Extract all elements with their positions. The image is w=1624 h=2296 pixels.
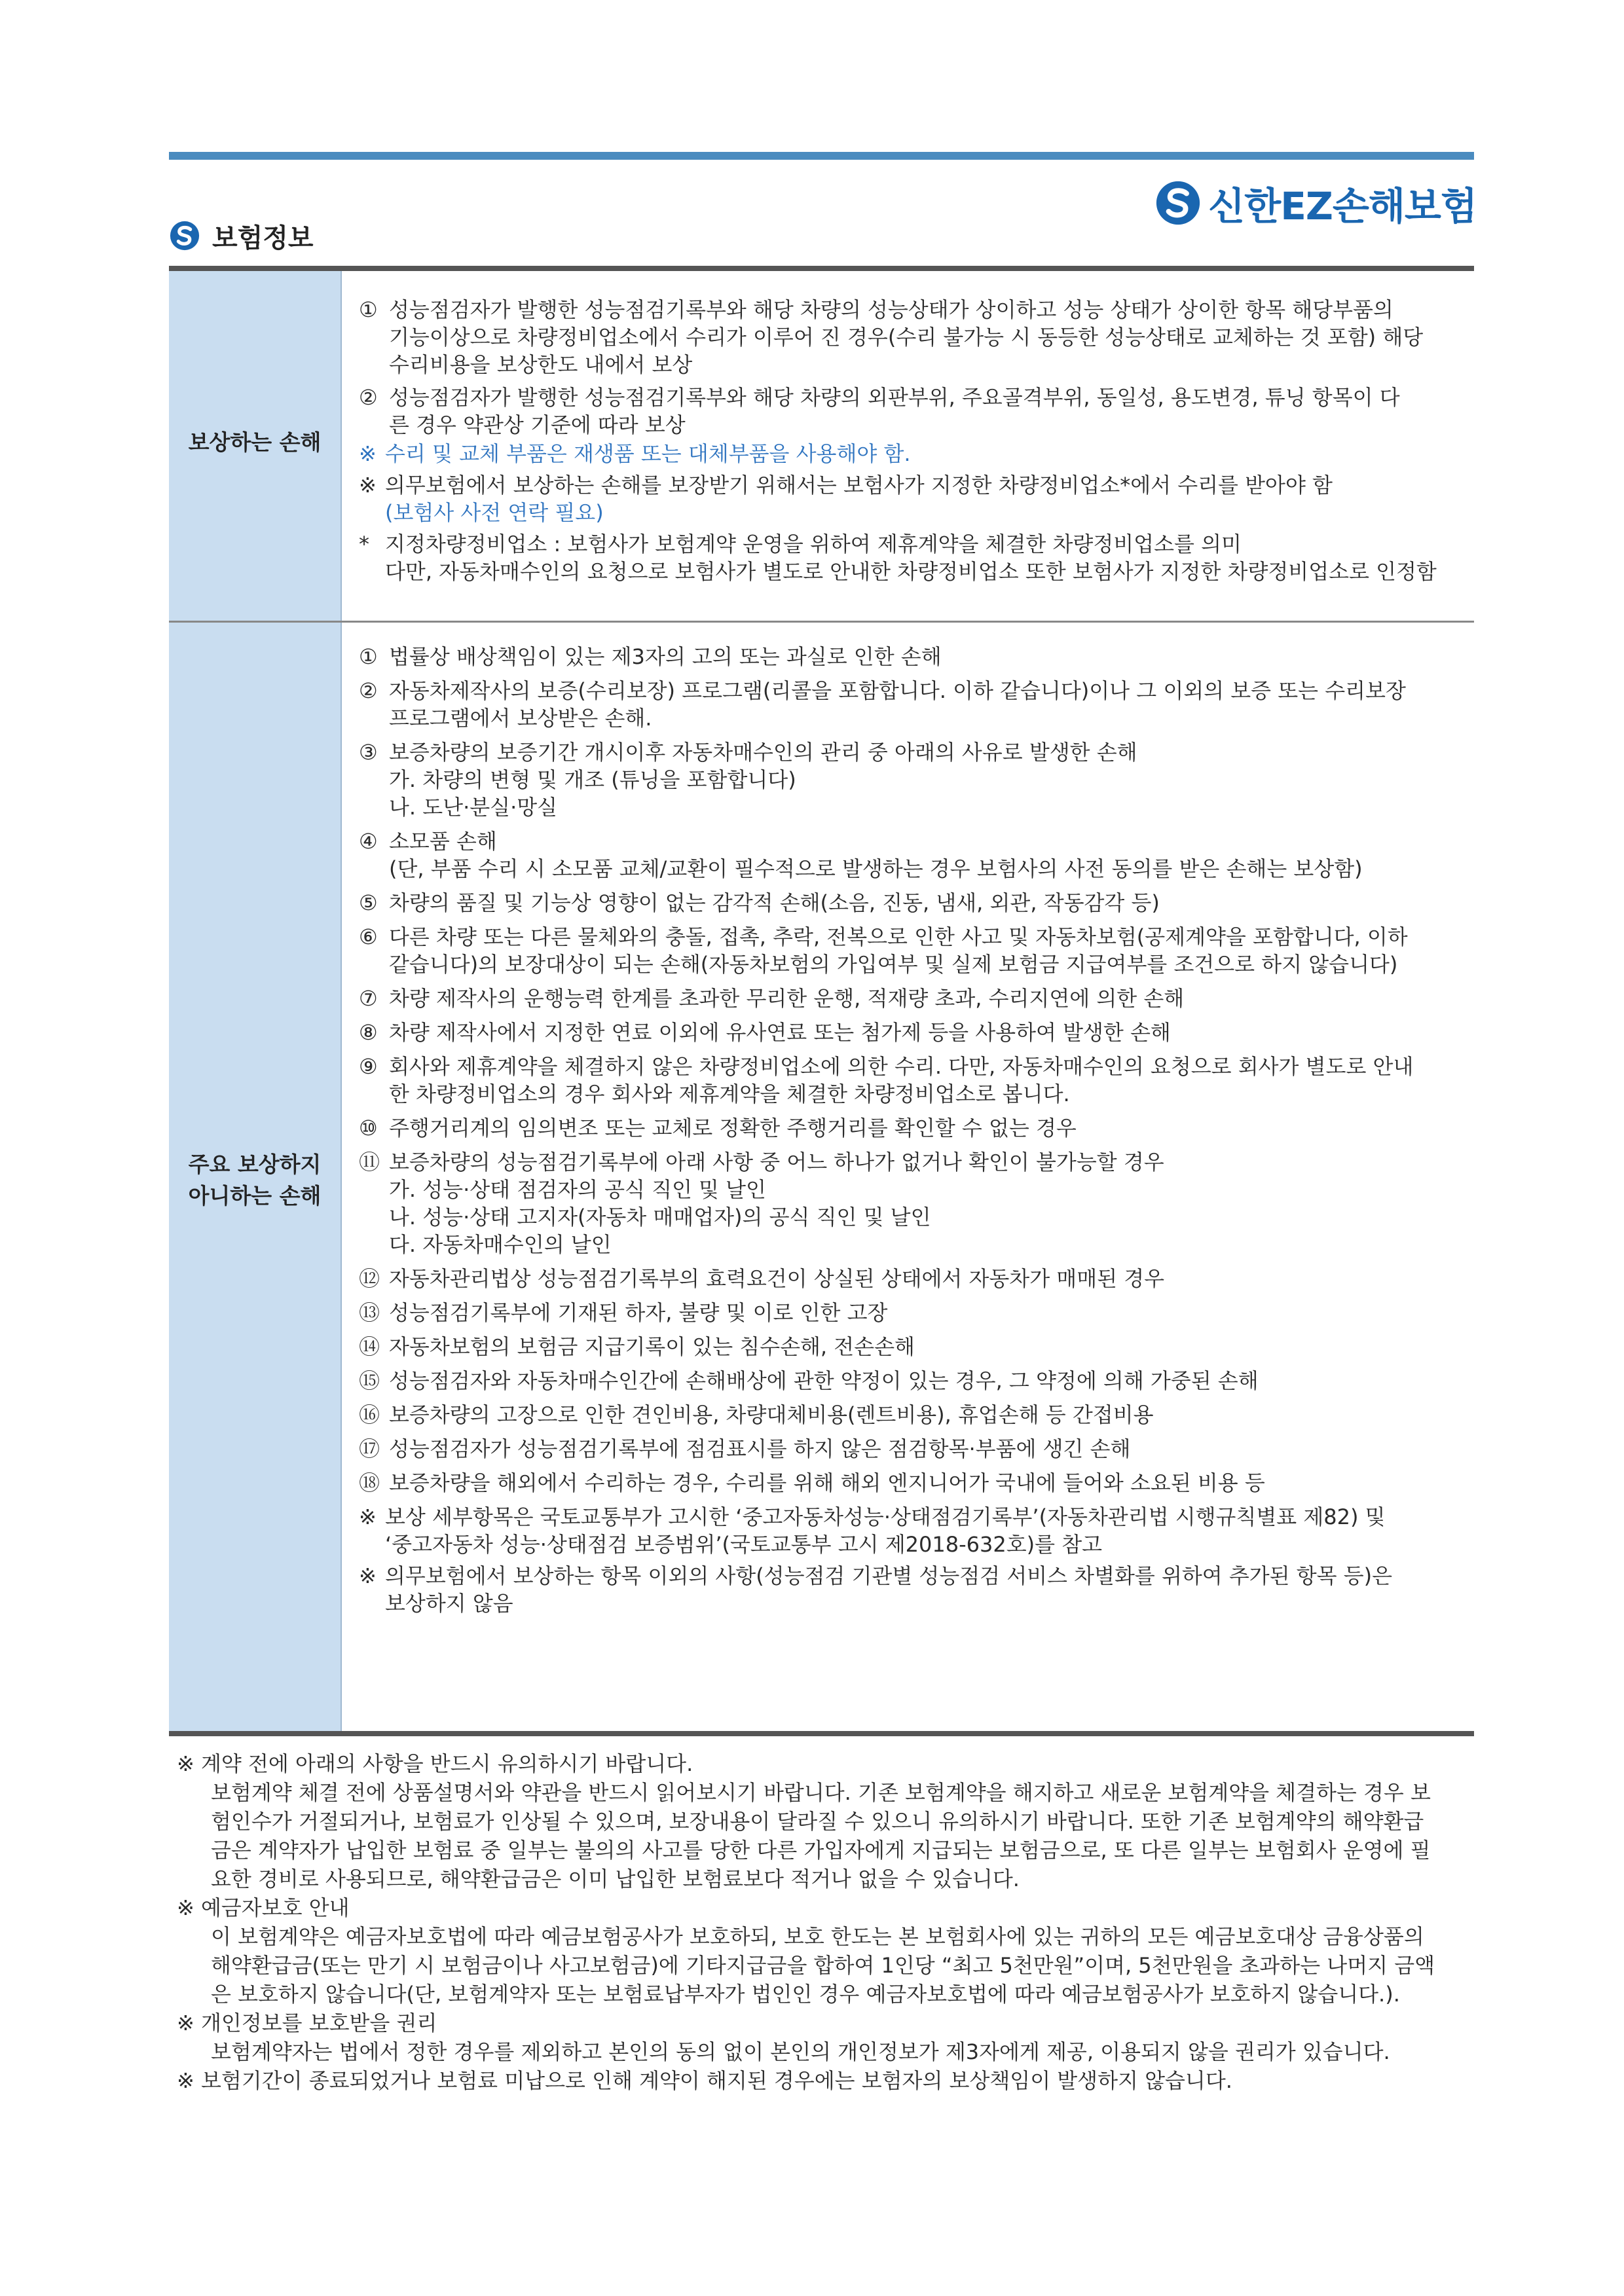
list-item: ⑰ 성능점검자가 성능점검기록부에 점검표시를 하지 않은 점검항목·부품에 생긴 손해 [359,1436,1131,1461]
list-item: ⑯ 보증차량의 고장으로 인한 견인비용, 차량대체비용(렌트비용), 휴업손해 등 간접비용 [359,1402,1154,1427]
list-item: ⑬ 성능점검기록부에 기재된 하자, 불량 및 이로 인한 고장 [359,1300,888,1325]
list-item: ⑩ 주행거리계의 임의변조 또는 교체로 정확한 주행거리를 확인할 수 없는 경우 [359,1116,1077,1140]
notice-contract-termination: ※ 보험기간이 종료되었거나 보험료 미납으로 인해 계약이 해지된 경우에는 보험자의 보상책임이 발생하지 않습니다. [177,2068,1232,2093]
list-item-note: ※ 수리 및 교체 부품은 재생품 또는 대체부품을 사용해야 함. [359,441,911,466]
footer-notices [177,1749,1480,2095]
notice-privacy-rights: ※ 개인정보를 보호받을 권리 보험계약자는 법에서 정한 경우를 제외하고 본인의 동의 없이 본인의 개인정보가 제3자에게 제공, 이용되지 않을 권리가 있습니다. [177,2011,1390,2064]
list-item: ⑥ 다른 차량 또는 다른 물체와의 충돌, 접촉, 추락, 전복으로 인한 사고 및 자동차보험(공제계약을 포함합니다, 이하 같습니다)의 보장대상이 되는 손해(자동차보험의 가입여부 및 실제 보험금 지급여부를 조건으로 하지 않습니다) [359,924,1408,977]
list-item: ⑦ 차량 제작사의 운행능력 한계를 초과한 무리한 운행, 적재량 초과, 수리지연에 의한 손해 [359,986,1185,1011]
list-item-note: ※ 보상 세부항목은 국토교통부가 고시한 ‘중고자동차성능·상태점검기록부’(자동차관리법 시행규칙별표 제82) 및 ‘중고자동차 성능·상태점검 보증범위’(국토교통부 고시 제2018-632호)를 참고 [359,1504,1386,1557]
brand-name: 신한EZ손해보험 [1208,184,1477,228]
list-item: ① 성능점검자가 발행한 성능점검기록부와 해당 차량의 성능상태가 상이하고 성능 상태가 상이한 항목 해당부품의 기능이상으로 차량정비업소에서 수리가 이루어 진 경우(수리 불가능 시 동등한 성능상태로 교체하는 것 포함) 해당 수리비용을 보상한도 내에서 보상 [359,297,1424,377]
not-covered-items [359,643,1466,1617]
row-label-not-covered: 주요 보상하지 아니하는 손해 [188,1152,322,1209]
covered-items [359,296,1466,585]
notice-contract-caution: ※ 계약 전에 아래의 사항을 반드시 유의하시기 바랍니다. 보험계약 체결 전에 상품설명서와 약관을 반드시 읽어보시기 바랍니다. 기존 보험계약을 해지하고 새로운 보험계약을 체결하는 경우 보 험인수가 거절되거나, 보험료가 인상될 수 있으며, 보장내용이 달라질 수 있으니 유의하시기 바랍니다. 또한 기존 보험계약의 해약환급 금은 계약자가 납입한 보험료 중 일부는 불의의 사고를 당한 다른 가입자에게 지급되는 보험금으로, 또 다른 일부는 보험회사 운영에 필 요한 경비로 사용되므로, 해약환급금은 이미 납입한 보험료보다 적거나 없을 수 있습니다. [177,1751,1431,1891]
notice-deposit-protection: ※ 예금자보호 안내 이 보험계약은 예금자보호법에 따라 예금보험공사가 보호하되, 보호 한도는 본 보험회사에 있는 귀하의 모든 예금보호대상 금융상품의 해약환급금(또는 만기 시 보험금이나 사고보험금)에 기타지급금을 합하여 1인당 “최고 5천만원”이며, 5천만원을 초과하는 나머지 금액 은 보호하지 않습니다(단, 보험계약자 또는 보험료납부자가 법인인 경우 예금자보호법에 따라 예금보험공사가 보호하지 않습니다.). [177,1895,1435,2007]
list-item: ⑨ 회사와 제휴계약을 체결하지 않은 차량정비업소에 의한 수리. 다만, 자동차매수인의 요청으로 회사가 별도로 안내 한 차량정비업소의 경우 회사와 제휴계약을 체결한 차량정비업소로 봅니다. [359,1054,1414,1106]
list-item: ③ 보증차량의 보증기간 개시이후 자동차매수인의 관리 중 아래의 사유로 발생한 손해 가. 차량의 변형 및 개조 (튜닝을 포함합니다) 나. 도난·분실·망실 [359,740,1137,820]
list-item: ⑮ 성능점검자와 자동차매수인간에 손해배상에 관한 약정이 있는 경우, 그 약정에 의해 가중된 손해 [359,1368,1259,1393]
list-item: ⑧ 차량 제작사에서 지정한 연료 이외에 유사연료 또는 첨가제 등을 사용하여 발생한 손해 [359,1020,1171,1045]
shinhan-logo-icon [169,220,200,251]
list-item: ⑪ 보증차량의 성능점검기록부에 아래 사항 중 어느 하나가 없거나 확인이 불가능할 경우 가. 성능·상태 점검자의 공식 직인 및 날인 나. 성능·상태 고지자(자동차 매매업자)의 공식 직인 및 날인 다. 자동차매수인의 날인 [359,1150,1164,1257]
row-divider [169,621,1474,623]
table-bottom-border [169,1731,1474,1736]
section-title: 보험정보 [212,223,314,253]
list-item: ⑤ 차량의 품질 및 기능상 영향이 없는 감각적 손해(소음, 진동, 냄새, 외관, 작동감각 등) [359,890,1160,915]
brand-header [1154,175,1477,230]
top-accent-bar [169,152,1474,160]
list-item: ⑭ 자동차보험의 보험금 지급기록이 있는 침수손해, 전손손해 [359,1334,915,1359]
column-divider [341,271,342,1731]
list-item: ④ 소모품 손해 (단, 부품 수리 시 소모품 교체/교환이 필수적으로 발생하는 경우 보험사의 사전 동의를 받은 손해는 보상함) [359,829,1363,881]
table-top-border [169,266,1474,271]
list-item: ① 법률상 배상책임이 있는 제3자의 고의 또는 과실로 인한 손해 [359,644,942,669]
list-item: ② 자동차제작사의 보증(수리보장) 프로그램(리콜을 포함합니다. 이하 같습니다)이나 그 이외의 보증 또는 수리보장 프로그램에서 보상받은 손해. [359,678,1406,731]
label-column [169,271,341,1731]
list-item-note: ※ 의무보험에서 보상하는 항목 이외의 사항(성능점검 기관별 성능점검 서비스 차별화를 위하여 추가된 항목 등)은 보상하지 않음 [359,1563,1393,1616]
section-header [169,216,314,255]
row-label-covered: 보상하는 손해 [188,429,322,455]
list-item: ⑱ 보증차량을 해외에서 수리하는 경우, 수리를 위해 해외 엔지니어가 국내에 들어와 소요된 비용 등 [359,1470,1265,1495]
list-item-note: ※ 의무보험에서 보상하는 손해를 보장받기 위해서는 보험사가 지정한 차량정비업소*에서 수리를 받아야 함 (보험사 사전 연락 필요) [359,473,1333,525]
list-item: ⑫ 자동차관리법상 성능점검기록부의 효력요건이 상실된 상태에서 자동차가 매매된 경우 [359,1266,1165,1291]
shinhan-logo-icon [1154,179,1202,227]
list-item: ② 성능점검자가 발행한 성능점검기록부와 해당 차량의 외판부위, 주요골격부위, 동일성, 용도변경, 튜닝 항목이 다 른 경우 약관상 기준에 따라 보상 [359,385,1400,437]
list-item-footnote: * 지정차량정비업소 : 보험사가 보험계약 운영을 위하여 제휴계약을 체결한 차량정비업소를 의미 다만, 자동차매수인의 요청으로 보험사가 별도로 안내한 차량정비업소 또한 보험사가 지정한 차량정비업소로 인정함 [359,532,1437,584]
